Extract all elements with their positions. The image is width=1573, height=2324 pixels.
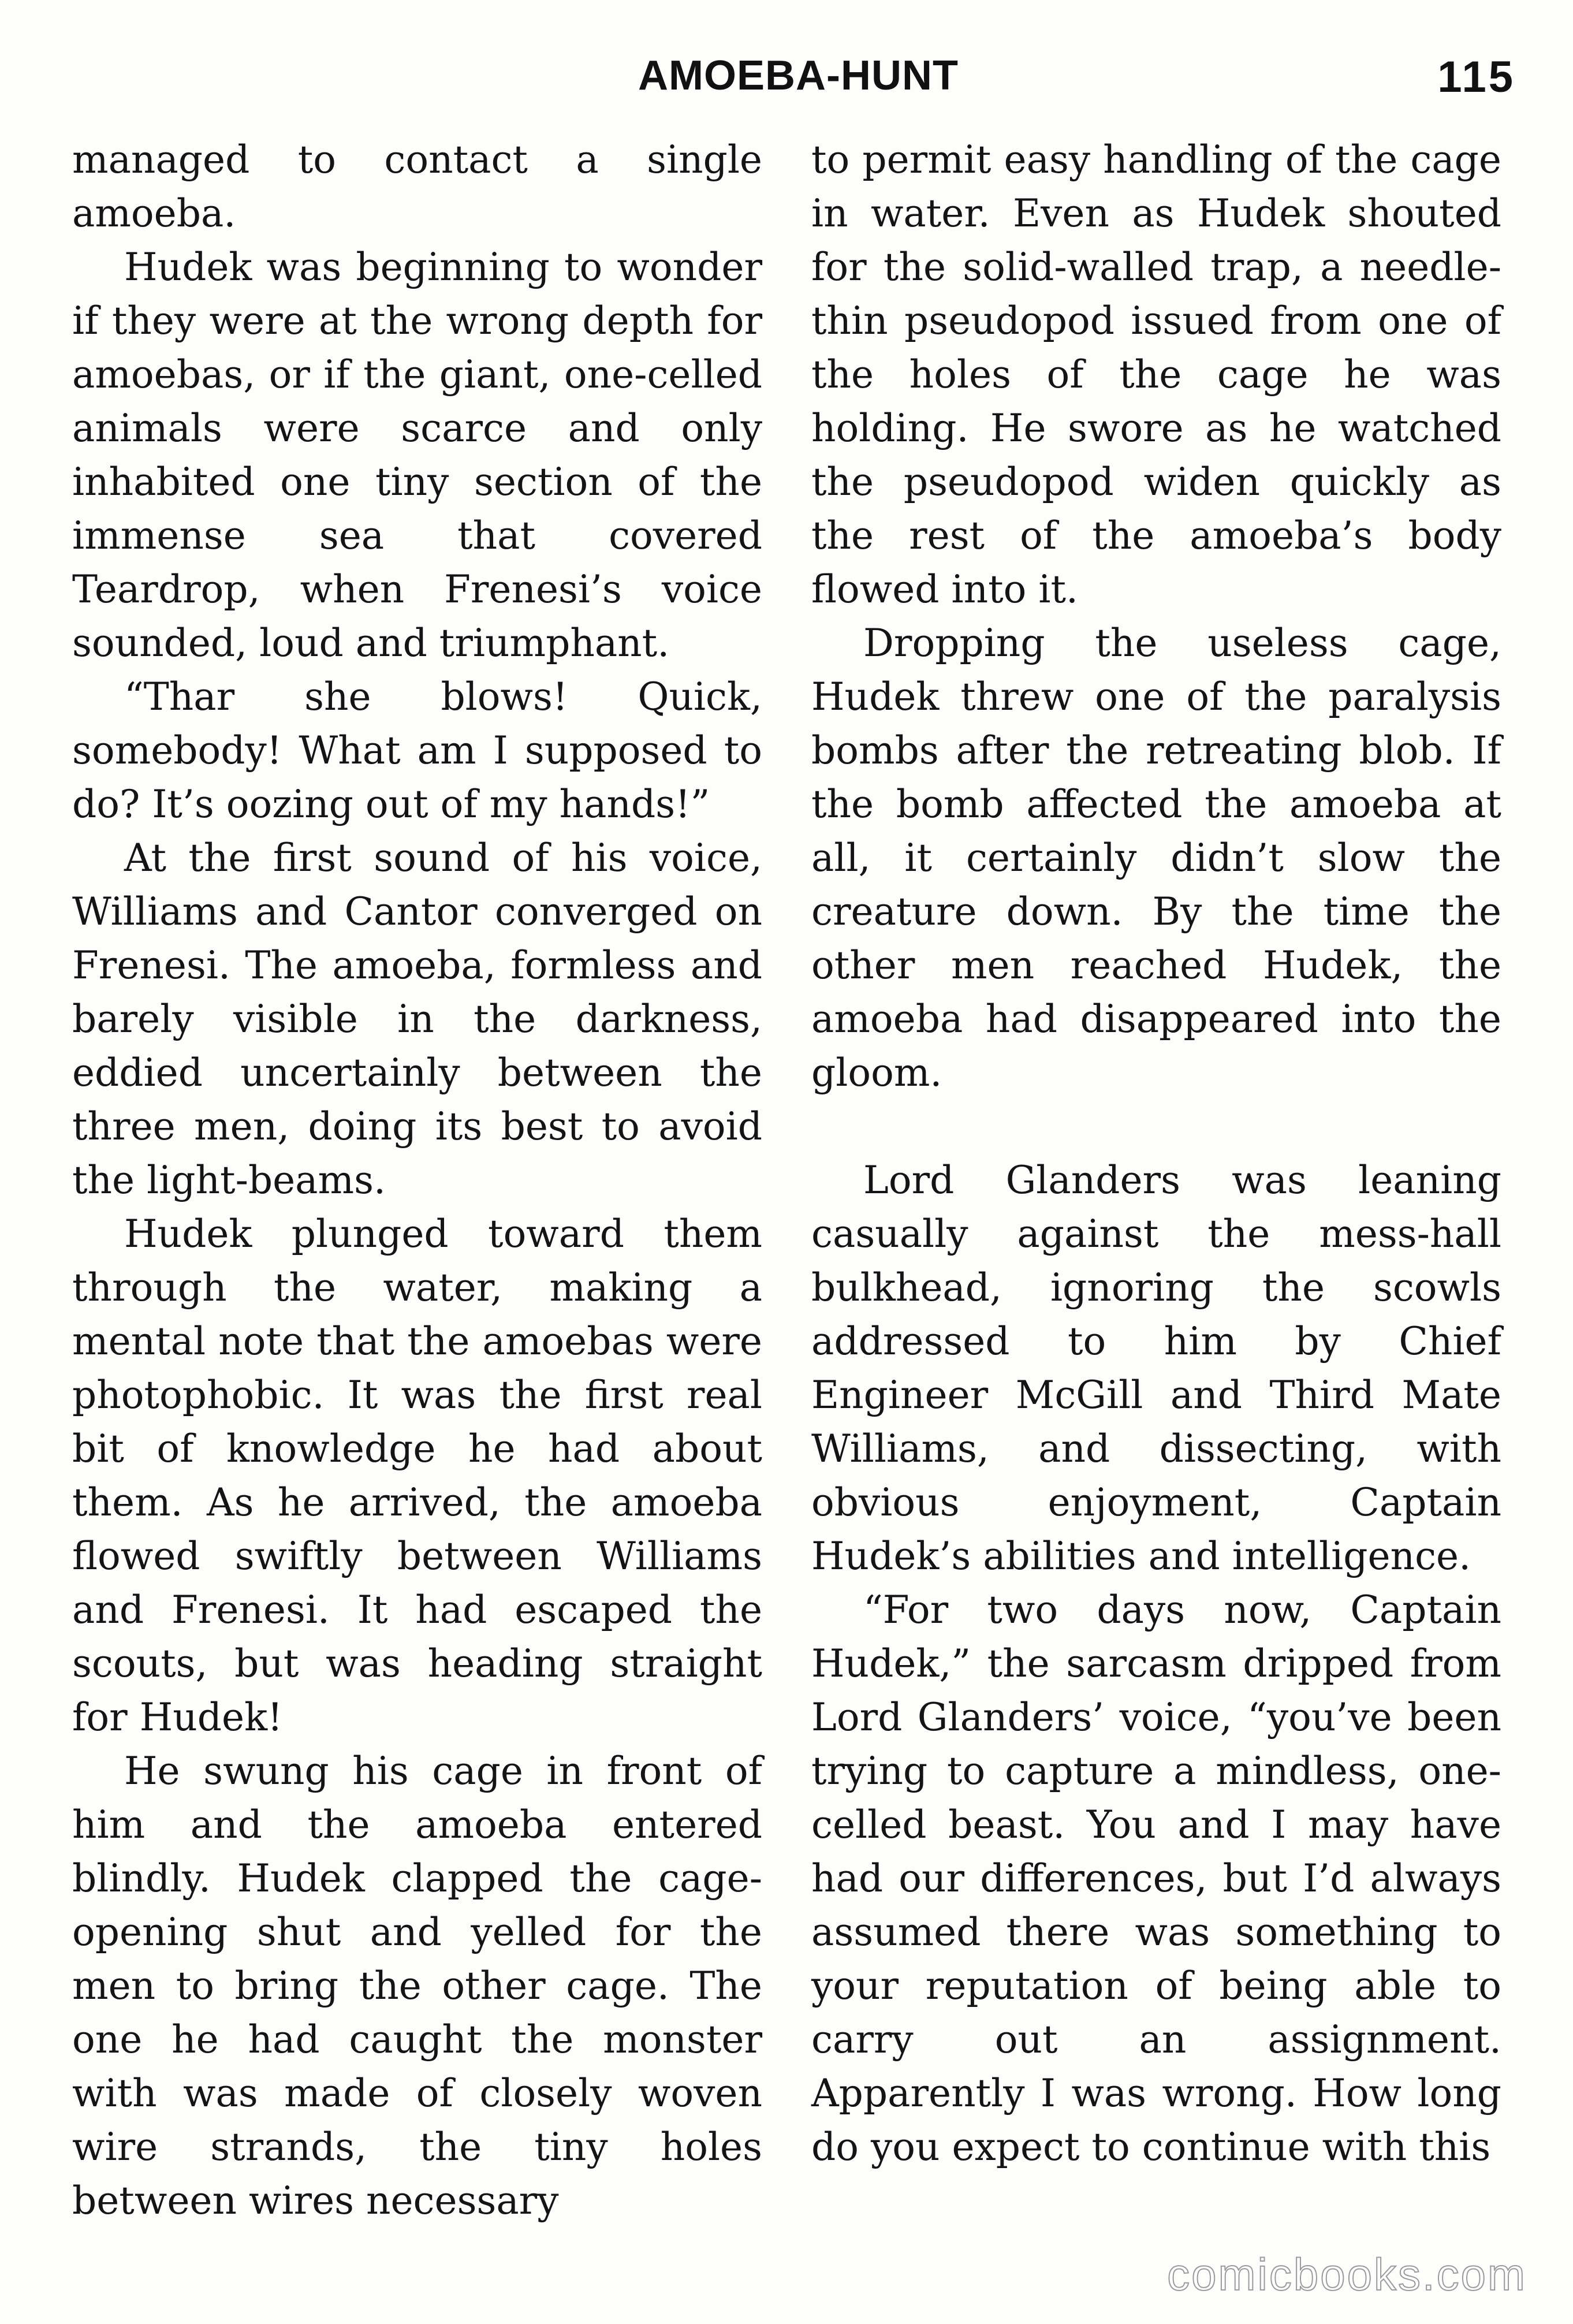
left-column: [72, 133, 762, 2228]
paragraph-continued: managed to contact a single amoeba.: [72, 137, 762, 236]
paragraph: Hudek plunged toward them through the water, making a mental note that the amoebas were photophobic. It was the first real bit of knowledge he had about them. As he arrived, the amoeba flowed swiftly between Williams and Frenesi. It had escaped the scouts, but was heading straight for Hudek!: [72, 1212, 762, 1740]
right-column: [811, 133, 1501, 2174]
paragraph: Hudek was beginning to wonder if they were at the wrong depth for amoebas, or if the giant, one-celled animals were scarce and only inhabited one tiny section of the immense sea that covered Teardrop, when Frenesi’s voice sounded, loud and triumphant.: [72, 245, 762, 665]
paragraph: Dropping the useless cage, Hudek threw one of the paralysis bombs after the retreating blob. If the bomb affected the amoeba at all, it certainly didn’t slow the creature down. By the time the other men reached Hudek, the amoeba had disappeared into the gloom.: [811, 621, 1501, 1095]
running-title: AMOEBA-HUNT: [638, 53, 959, 99]
paragraph: He swung his cage in front of him and the amoeba entered blindly. Hudek clapped the cage-opening shut and yelled for the men to bring the other cage. The one he had caught the monster with was made of closely woven wire strands, the tiny holes between wires necessary: [72, 1749, 762, 2223]
paragraph-continued: to permit easy handling of the cage in water. Even as Hudek shouted for the solid-walled trap, a needle-thin pseudopod issued from one of the holes of the cage he was holding. He swore as he watched the pseudopod widen quickly as the rest of the amoeba’s body flowed into it.: [811, 137, 1501, 612]
paragraph: “Thar she blows! Quick, somebody! What am I supposed to do? It’s oozing out of my hands!”: [72, 675, 762, 826]
page-number: 115: [1437, 53, 1515, 102]
paragraph: At the first sound of his voice, Williams and Cantor converged on Frenesi. The amoeba, formless and barely visible in the darkness, eddied uncertainly between the three men, doing its best to avoid the light-beams.: [72, 836, 762, 1202]
watermark: comicbooks.com: [1167, 2249, 1527, 2300]
paragraph: “For two days now, Captain Hudek,” the sarcasm dripped from Lord Glanders’ voice, “you’ve been trying to capture a mindless, one-celled beast. You and I may have had our differences, but I’d always assumed there was something to your reputation of being able to carry out an assignment. Apparently I was wrong. How long do you expect to continue with this: [811, 1588, 1501, 2169]
running-head: [0, 52, 1573, 116]
section-break: [811, 1100, 1501, 1153]
paragraph: Lord Glanders was leaning casually against the mess-hall bulkhead, ignoring the scowls addressed to him by Chief Engineer McGill and Third Mate Williams, and dissecting, with obvious enjoyment, Captain Hudek’s abilities and intelligence.: [811, 1158, 1501, 1578]
